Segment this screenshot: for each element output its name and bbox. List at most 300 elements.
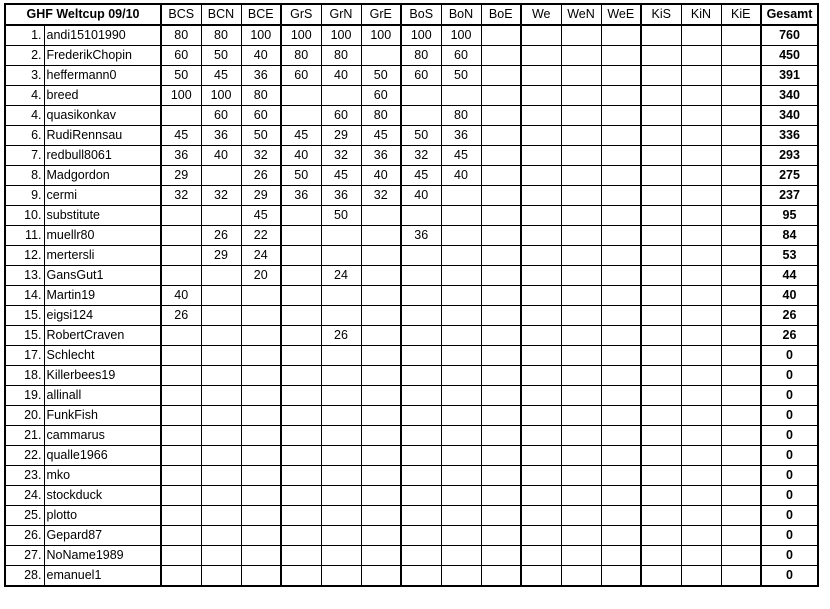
- score-cell-kin: [681, 446, 721, 466]
- table-row: [5, 426, 818, 446]
- score-cell-wee: [601, 486, 641, 506]
- score-cell-bcs: 60: [161, 46, 201, 66]
- score-cell-kie: [721, 186, 761, 206]
- score-cell-bcn: [201, 166, 241, 186]
- score-cell-bcn: 100: [201, 86, 241, 106]
- score-cell-kin: [681, 286, 721, 306]
- table-row: [5, 166, 818, 186]
- score-cell-bon: [441, 526, 481, 546]
- rank-cell: 11.: [5, 226, 44, 246]
- score-cell-gre: [361, 566, 401, 587]
- score-cell-bos: 40: [401, 186, 441, 206]
- total-cell: 237: [761, 186, 818, 206]
- score-cell-grn: 29: [321, 126, 361, 146]
- player-name-cell: redbull8061: [44, 146, 161, 166]
- rank-cell: 1.: [5, 25, 44, 46]
- score-cell-wee: [601, 546, 641, 566]
- score-cell-grn: [321, 306, 361, 326]
- score-cell-we: [521, 226, 561, 246]
- rank-cell: 23.: [5, 466, 44, 486]
- score-cell-wee: [601, 426, 641, 446]
- player-name-cell: RudiRennsau: [44, 126, 161, 146]
- player-name-cell: qualle1966: [44, 446, 161, 466]
- score-cell-kin: [681, 326, 721, 346]
- table-row: [5, 306, 818, 326]
- table-title: GHF Weltcup 09/10: [5, 4, 161, 25]
- score-cell-bcs: 80: [161, 25, 201, 46]
- table-row: [5, 66, 818, 86]
- score-cell-bcs: 50: [161, 66, 201, 86]
- score-cell-bcn: 29: [201, 246, 241, 266]
- rank-cell: 9.: [5, 186, 44, 206]
- rank-cell: 26.: [5, 526, 44, 546]
- score-cell-gre: [361, 46, 401, 66]
- rank-cell: 28.: [5, 566, 44, 587]
- column-header-bce: BCE: [241, 4, 281, 25]
- score-cell-bce: 36: [241, 66, 281, 86]
- score-cell-gre: 60: [361, 86, 401, 106]
- total-cell: 0: [761, 446, 818, 466]
- score-cell-bon: [441, 326, 481, 346]
- column-header-bon: BoN: [441, 4, 481, 25]
- score-cell-wen: [561, 46, 601, 66]
- total-cell: 0: [761, 466, 818, 486]
- score-cell-wen: [561, 486, 601, 506]
- score-cell-grs: 45: [281, 126, 321, 146]
- score-cell-kis: [641, 166, 681, 186]
- score-cell-boe: [481, 306, 521, 326]
- score-cell-bcs: 26: [161, 306, 201, 326]
- score-cell-gre: [361, 526, 401, 546]
- score-cell-we: [521, 206, 561, 226]
- score-cell-gre: 80: [361, 106, 401, 126]
- column-header-kis: KiS: [641, 4, 681, 25]
- column-header-gre: GrE: [361, 4, 401, 25]
- score-cell-bcn: [201, 266, 241, 286]
- score-cell-we: [521, 506, 561, 526]
- score-cell-bon: 50: [441, 66, 481, 86]
- player-name-cell: GansGut1: [44, 266, 161, 286]
- score-cell-we: [521, 106, 561, 126]
- score-cell-grn: [321, 406, 361, 426]
- score-cell-boe: [481, 406, 521, 426]
- total-cell: 450: [761, 46, 818, 66]
- score-cell-gre: 100: [361, 25, 401, 46]
- score-cell-bce: [241, 506, 281, 526]
- score-cell-wee: [601, 346, 641, 366]
- score-cell-bcs: [161, 486, 201, 506]
- score-cell-wen: [561, 426, 601, 446]
- rank-cell: 25.: [5, 506, 44, 526]
- score-cell-kie: [721, 386, 761, 406]
- rank-cell: 4.: [5, 86, 44, 106]
- score-cell-bcn: 80: [201, 25, 241, 46]
- score-cell-wee: [601, 166, 641, 186]
- score-cell-grs: [281, 546, 321, 566]
- score-cell-we: [521, 566, 561, 587]
- score-cell-bos: 32: [401, 146, 441, 166]
- score-cell-gre: [361, 326, 401, 346]
- rank-cell: 14.: [5, 286, 44, 306]
- score-cell-gre: [361, 406, 401, 426]
- score-cell-bcn: [201, 426, 241, 446]
- score-cell-bon: [441, 206, 481, 226]
- score-cell-wee: [601, 186, 641, 206]
- score-cell-kie: [721, 86, 761, 106]
- player-name-cell: muellr80: [44, 226, 161, 246]
- score-cell-gre: [361, 206, 401, 226]
- score-cell-bce: 100: [241, 25, 281, 46]
- score-cell-grn: [321, 366, 361, 386]
- score-cell-wee: [601, 366, 641, 386]
- score-cell-bce: 80: [241, 86, 281, 106]
- player-name-cell: andi15101990: [44, 25, 161, 46]
- score-cell-grs: [281, 286, 321, 306]
- score-cell-bcn: [201, 546, 241, 566]
- score-cell-grs: [281, 266, 321, 286]
- score-cell-boe: [481, 25, 521, 46]
- rank-cell: 24.: [5, 486, 44, 506]
- score-cell-wen: [561, 406, 601, 426]
- table-row: [5, 126, 818, 146]
- score-cell-we: [521, 446, 561, 466]
- score-cell-bcs: [161, 366, 201, 386]
- score-cell-we: [521, 46, 561, 66]
- score-cell-grn: [321, 546, 361, 566]
- score-cell-gre: [361, 486, 401, 506]
- score-cell-bcn: 45: [201, 66, 241, 86]
- table-row: [5, 206, 818, 226]
- score-cell-bon: 80: [441, 106, 481, 126]
- score-cell-bcn: [201, 526, 241, 546]
- total-cell: 336: [761, 126, 818, 146]
- score-cell-grn: 50: [321, 206, 361, 226]
- score-cell-bon: [441, 486, 481, 506]
- score-cell-bcs: [161, 266, 201, 286]
- score-cell-grs: 50: [281, 166, 321, 186]
- score-cell-boe: [481, 166, 521, 186]
- player-name-cell: Martin19: [44, 286, 161, 306]
- score-cell-boe: [481, 346, 521, 366]
- score-cell-bce: 40: [241, 46, 281, 66]
- score-cell-kis: [641, 426, 681, 446]
- score-cell-bcs: [161, 106, 201, 126]
- table-header: [5, 4, 818, 25]
- player-name-cell: NoName1989: [44, 546, 161, 566]
- score-cell-gre: [361, 266, 401, 286]
- score-cell-bon: [441, 286, 481, 306]
- score-cell-wen: [561, 526, 601, 546]
- total-cell: 0: [761, 506, 818, 526]
- score-cell-we: [521, 386, 561, 406]
- score-cell-wee: [601, 66, 641, 86]
- score-cell-bos: [401, 326, 441, 346]
- score-cell-bce: [241, 566, 281, 587]
- score-cell-bcn: [201, 506, 241, 526]
- score-cell-bce: [241, 406, 281, 426]
- score-cell-bce: [241, 486, 281, 506]
- score-cell-boe: [481, 86, 521, 106]
- score-cell-bon: [441, 306, 481, 326]
- table-row: [5, 186, 818, 206]
- score-cell-bos: 50: [401, 126, 441, 146]
- table-row: [5, 546, 818, 566]
- score-cell-wen: [561, 106, 601, 126]
- score-cell-grn: [321, 346, 361, 366]
- score-cell-wee: [601, 466, 641, 486]
- score-cell-kie: [721, 66, 761, 86]
- score-cell-kie: [721, 506, 761, 526]
- score-cell-kis: [641, 446, 681, 466]
- score-cell-kin: [681, 126, 721, 146]
- score-cell-grs: [281, 366, 321, 386]
- table-row: [5, 86, 818, 106]
- score-cell-bon: 100: [441, 25, 481, 46]
- player-name-cell: Schlecht: [44, 346, 161, 366]
- score-cell-wee: [601, 526, 641, 546]
- score-cell-grs: [281, 526, 321, 546]
- score-cell-bon: 60: [441, 46, 481, 66]
- score-cell-we: [521, 186, 561, 206]
- column-header-bcs: BCS: [161, 4, 201, 25]
- score-cell-grn: [321, 386, 361, 406]
- score-cell-wee: [601, 126, 641, 146]
- score-cell-kin: [681, 246, 721, 266]
- score-cell-bcn: [201, 366, 241, 386]
- score-cell-kin: [681, 546, 721, 566]
- total-cell: 0: [761, 486, 818, 506]
- table-row: [5, 226, 818, 246]
- rank-cell: 19.: [5, 386, 44, 406]
- score-cell-bcs: 100: [161, 86, 201, 106]
- score-cell-grn: 60: [321, 106, 361, 126]
- rank-cell: 22.: [5, 446, 44, 466]
- score-cell-bce: [241, 426, 281, 446]
- score-cell-wen: [561, 25, 601, 46]
- score-cell-grn: 45: [321, 166, 361, 186]
- header-row: [5, 4, 818, 25]
- score-cell-bcn: 26: [201, 226, 241, 246]
- rank-cell: 4.: [5, 106, 44, 126]
- score-cell-kis: [641, 366, 681, 386]
- table-row: [5, 326, 818, 346]
- score-cell-wee: [601, 286, 641, 306]
- score-cell-we: [521, 426, 561, 446]
- score-cell-kis: [641, 186, 681, 206]
- score-cell-wee: [601, 506, 641, 526]
- score-cell-grs: 60: [281, 66, 321, 86]
- score-cell-kis: [641, 46, 681, 66]
- player-name-cell: stockduck: [44, 486, 161, 506]
- standings-table: [4, 3, 819, 587]
- score-cell-kie: [721, 486, 761, 506]
- score-cell-kie: [721, 406, 761, 426]
- column-header-kie: KiE: [721, 4, 761, 25]
- score-cell-kis: [641, 86, 681, 106]
- score-cell-bos: [401, 546, 441, 566]
- table-row: [5, 366, 818, 386]
- score-cell-wen: [561, 226, 601, 246]
- score-cell-bce: 45: [241, 206, 281, 226]
- score-cell-kin: [681, 406, 721, 426]
- score-cell-wee: [601, 25, 641, 46]
- score-cell-bce: 24: [241, 246, 281, 266]
- score-cell-grn: 26: [321, 326, 361, 346]
- score-cell-kin: [681, 186, 721, 206]
- score-cell-bcs: [161, 246, 201, 266]
- score-cell-wee: [601, 306, 641, 326]
- score-cell-bon: 45: [441, 146, 481, 166]
- table-row: [5, 446, 818, 466]
- score-cell-bon: [441, 226, 481, 246]
- score-cell-grn: [321, 246, 361, 266]
- player-name-cell: Madgordon: [44, 166, 161, 186]
- score-cell-bon: [441, 246, 481, 266]
- score-cell-grn: [321, 526, 361, 546]
- score-cell-boe: [481, 106, 521, 126]
- score-cell-grs: [281, 346, 321, 366]
- score-cell-boe: [481, 126, 521, 146]
- score-cell-bos: 60: [401, 66, 441, 86]
- score-cell-bos: [401, 306, 441, 326]
- total-cell: 0: [761, 386, 818, 406]
- score-cell-bcs: [161, 506, 201, 526]
- score-cell-grs: [281, 246, 321, 266]
- score-cell-bon: 40: [441, 166, 481, 186]
- score-cell-kie: [721, 206, 761, 226]
- score-cell-kis: [641, 486, 681, 506]
- score-cell-grn: [321, 466, 361, 486]
- score-cell-kin: [681, 66, 721, 86]
- score-cell-bos: [401, 426, 441, 446]
- score-cell-kie: [721, 46, 761, 66]
- score-cell-bcs: [161, 546, 201, 566]
- score-cell-bcn: 32: [201, 186, 241, 206]
- score-cell-bon: [441, 366, 481, 386]
- score-cell-kis: [641, 286, 681, 306]
- score-cell-boe: [481, 246, 521, 266]
- score-cell-kin: [681, 46, 721, 66]
- column-header-boe: BoE: [481, 4, 521, 25]
- score-cell-kin: [681, 346, 721, 366]
- score-cell-wen: [561, 386, 601, 406]
- score-cell-wee: [601, 226, 641, 246]
- score-cell-boe: [481, 326, 521, 346]
- score-cell-gre: [361, 506, 401, 526]
- score-cell-wee: [601, 446, 641, 466]
- score-cell-kis: [641, 386, 681, 406]
- score-cell-bon: [441, 546, 481, 566]
- score-cell-gre: [361, 426, 401, 446]
- score-cell-we: [521, 146, 561, 166]
- total-cell: 340: [761, 86, 818, 106]
- score-cell-wen: [561, 66, 601, 86]
- score-cell-kis: [641, 25, 681, 46]
- score-cell-wee: [601, 386, 641, 406]
- score-cell-bcs: [161, 466, 201, 486]
- score-cell-gre: 36: [361, 146, 401, 166]
- player-name-cell: cermi: [44, 186, 161, 206]
- score-cell-bos: [401, 346, 441, 366]
- score-cell-bos: [401, 466, 441, 486]
- rank-cell: 21.: [5, 426, 44, 446]
- score-cell-kie: [721, 25, 761, 46]
- score-cell-gre: [361, 226, 401, 246]
- score-cell-kie: [721, 546, 761, 566]
- score-cell-kis: [641, 506, 681, 526]
- score-cell-bcn: [201, 566, 241, 587]
- score-cell-bce: [241, 366, 281, 386]
- score-cell-grn: [321, 486, 361, 506]
- score-cell-bon: [441, 446, 481, 466]
- score-cell-kin: [681, 366, 721, 386]
- score-cell-boe: [481, 506, 521, 526]
- score-cell-gre: 40: [361, 166, 401, 186]
- score-cell-grn: [321, 226, 361, 246]
- score-cell-gre: [361, 466, 401, 486]
- score-cell-boe: [481, 46, 521, 66]
- score-cell-kie: [721, 286, 761, 306]
- score-cell-kis: [641, 306, 681, 326]
- total-cell: 760: [761, 25, 818, 46]
- score-cell-gre: [361, 306, 401, 326]
- total-cell: 0: [761, 366, 818, 386]
- score-cell-wen: [561, 346, 601, 366]
- table-row: [5, 506, 818, 526]
- score-cell-boe: [481, 486, 521, 506]
- score-cell-grs: 40: [281, 146, 321, 166]
- score-cell-kie: [721, 246, 761, 266]
- rank-cell: 12.: [5, 246, 44, 266]
- score-cell-bce: [241, 466, 281, 486]
- total-cell: 0: [761, 546, 818, 566]
- score-cell-grs: [281, 106, 321, 126]
- score-cell-we: [521, 246, 561, 266]
- score-cell-bcn: [201, 466, 241, 486]
- table-row: [5, 346, 818, 366]
- score-cell-we: [521, 326, 561, 346]
- rank-cell: 13.: [5, 266, 44, 286]
- score-cell-kin: [681, 486, 721, 506]
- score-cell-we: [521, 25, 561, 46]
- score-cell-grs: [281, 326, 321, 346]
- score-cell-bos: [401, 406, 441, 426]
- score-cell-kis: [641, 106, 681, 126]
- rank-cell: 15.: [5, 306, 44, 326]
- score-cell-kie: [721, 106, 761, 126]
- score-cell-kin: [681, 386, 721, 406]
- score-cell-bos: [401, 106, 441, 126]
- column-header-wee: WeE: [601, 4, 641, 25]
- score-cell-we: [521, 366, 561, 386]
- column-header-grn: GrN: [321, 4, 361, 25]
- score-cell-grn: 40: [321, 66, 361, 86]
- score-cell-grn: [321, 506, 361, 526]
- score-cell-bos: 80: [401, 46, 441, 66]
- rank-cell: 3.: [5, 66, 44, 86]
- score-cell-gre: 32: [361, 186, 401, 206]
- score-cell-boe: [481, 286, 521, 306]
- score-cell-we: [521, 346, 561, 366]
- score-cell-grn: 80: [321, 46, 361, 66]
- table-row: [5, 146, 818, 166]
- total-cell: 275: [761, 166, 818, 186]
- score-cell-bon: [441, 266, 481, 286]
- table-row: [5, 386, 818, 406]
- rank-cell: 27.: [5, 546, 44, 566]
- rank-cell: 2.: [5, 46, 44, 66]
- score-cell-kis: [641, 126, 681, 146]
